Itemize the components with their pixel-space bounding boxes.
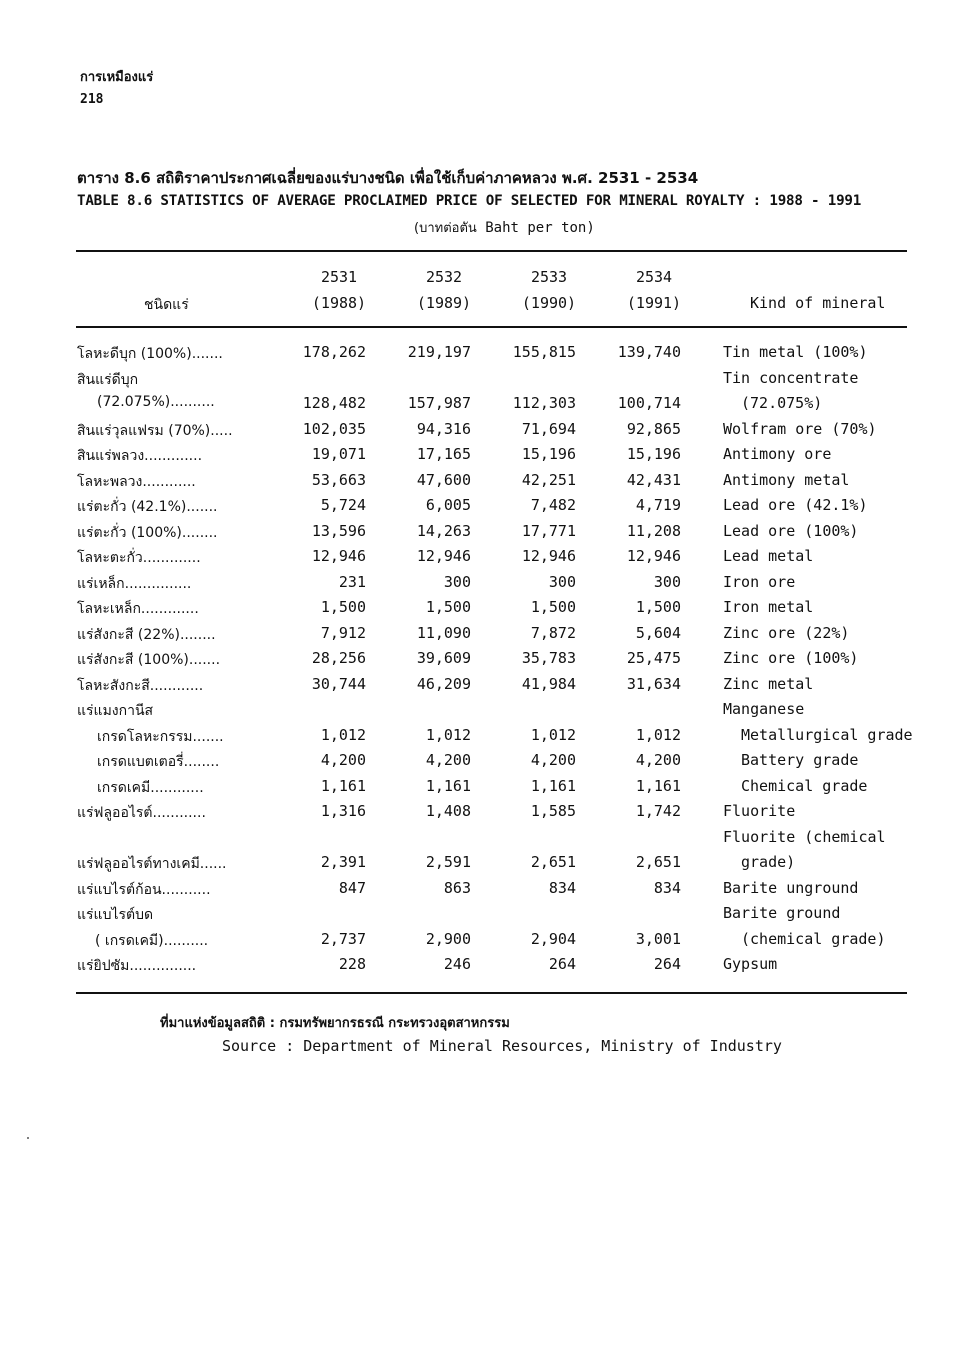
mineral-name-thai: โลหะดีบุก (100%)....... xyxy=(77,346,223,362)
price-cell: 1,161 xyxy=(425,776,471,795)
mineral-name-english: grade) xyxy=(741,853,796,871)
price-cell: 7,482 xyxy=(530,496,576,514)
table-row xyxy=(0,366,966,392)
mineral-name-thai: แร่เหล็ก............... xyxy=(77,575,192,592)
unit-label-thai: (บาทต่อตัน xyxy=(414,221,477,236)
table-row xyxy=(0,595,966,621)
table-row xyxy=(0,850,966,876)
mineral-name-thai: แร่ตะกั่ว (42.1%)....... xyxy=(77,499,218,515)
table-top-rule xyxy=(76,250,907,252)
table-row xyxy=(0,748,966,774)
price-cell: 1,316 xyxy=(320,802,366,820)
price-cell: 219,197 xyxy=(407,343,471,361)
price-cell: 1,161 xyxy=(635,776,681,795)
price-cell: 1,500 xyxy=(320,598,366,616)
mineral-name-english: Fluorite (chemical xyxy=(723,827,886,846)
mineral-name-english: Lead metal xyxy=(723,547,814,565)
table-row xyxy=(0,672,966,698)
mineral-name-english: Chemical grade xyxy=(741,776,868,795)
price-cell: 2,591 xyxy=(425,853,471,871)
mineral-name-english: Lead ore (42.1%) xyxy=(723,496,868,514)
price-cell: 1,500 xyxy=(530,598,576,616)
price-cell: 228 xyxy=(338,955,366,973)
source-note-thai: ที่มาแห่งข้อมูลสถิติ : กรมทรัพยากรธรณี กระทรวงอุตสาหกรรม xyxy=(160,1016,510,1031)
price-cell: 15,196 xyxy=(626,445,681,463)
table-row xyxy=(0,340,966,366)
table-row xyxy=(0,723,966,749)
table-row xyxy=(0,774,966,800)
price-cell: 1,742 xyxy=(635,802,681,820)
price-cell: 2,651 xyxy=(530,853,576,871)
price-cell: 300 xyxy=(443,572,471,591)
mineral-name-thai: สินแร่วุลแฟรม (70%)..... xyxy=(77,422,233,439)
price-cell: 102,035 xyxy=(302,419,366,438)
price-cell: 834 xyxy=(653,878,681,897)
price-cell: 71,694 xyxy=(521,419,576,438)
price-cell: 264 xyxy=(548,955,576,973)
mineral-name-english: Metallurgical grade xyxy=(741,725,913,744)
table-row xyxy=(0,570,966,596)
mineral-name-thai: แร่ตะกั่ว (100%)........ xyxy=(77,524,218,541)
price-cell: 25,475 xyxy=(626,649,681,667)
page-number: 218 xyxy=(80,92,104,107)
mineral-name-english: Fluorite xyxy=(723,802,796,820)
price-cell: 4,200 xyxy=(635,751,681,769)
price-cell: 2,391 xyxy=(320,853,366,871)
mineral-name-thai: แร่แบไรต์บด xyxy=(77,907,154,923)
price-cell: 264 xyxy=(653,955,681,973)
table-row xyxy=(0,493,966,519)
mineral-name-thai: แร่ฟลูออไรต์ทางเคมี...... xyxy=(77,856,227,872)
price-cell: 157,987 xyxy=(407,394,471,412)
unit-label-english: Baht per ton) xyxy=(485,220,595,236)
price-cell: 1,012 xyxy=(425,725,471,744)
price-cell: 11,090 xyxy=(416,623,471,642)
price-cell: 15,196 xyxy=(521,445,576,463)
mineral-name-thai: แร่ยิปซัม............... xyxy=(77,958,197,974)
mineral-name-english: Lead ore (100%) xyxy=(723,521,859,540)
column-header-year-ad: (1990) xyxy=(521,294,577,312)
price-cell: 178,262 xyxy=(302,343,366,361)
mineral-name-thai: เกรดเคมี............ xyxy=(97,779,204,796)
price-cell: 12,946 xyxy=(416,547,471,565)
mineral-name-thai: โลหะตะกั่ว............. xyxy=(77,550,201,566)
page-speck xyxy=(27,1137,29,1139)
table-row xyxy=(0,952,966,978)
unit-label xyxy=(414,217,595,238)
price-cell: 1,585 xyxy=(530,802,576,820)
mineral-name-english: Tin concentrate xyxy=(723,368,859,387)
price-cell: 847 xyxy=(338,878,366,897)
mineral-name-english: Iron metal xyxy=(723,598,814,616)
price-cell: 1,408 xyxy=(425,802,471,820)
price-cell: 17,165 xyxy=(416,445,471,463)
price-cell: 42,251 xyxy=(521,470,576,489)
price-cell: 53,663 xyxy=(311,470,366,489)
table-row xyxy=(0,825,966,851)
price-cell: 42,431 xyxy=(626,470,681,489)
price-cell: 155,815 xyxy=(512,343,576,361)
table-bottom-rule xyxy=(76,992,907,994)
column-header-year-be: 2533 xyxy=(530,268,568,286)
mineral-name-thai: เกรดโลหะกรรม....... xyxy=(97,728,224,745)
mineral-name-thai: ( เกรดเคมี).......... xyxy=(95,932,209,949)
table-title-english: TABLE 8.6 STATISTICS OF AVERAGE PROCLAIMED PRICE OF SELECTED FOR MINERAL ROYALTY : 1988 - 1991 xyxy=(77,193,862,209)
mineral-name-thai: (72.075%).......... xyxy=(97,394,215,410)
price-cell: 6,005 xyxy=(425,496,471,514)
price-cell: 46,209 xyxy=(416,674,471,693)
table-title-thai: ตาราง 8.6 สถิติราคาประกาศเฉลี่ยของแร่บางชนิด เพื่อใช้เก็บค่าภาคหลวง พ.ศ. 2531 - 2534 xyxy=(77,169,699,187)
price-cell: 231 xyxy=(338,572,366,591)
mineral-name-english: Zinc metal xyxy=(723,674,814,693)
column-header-thai: ชนิดแร่ xyxy=(144,297,189,313)
table-row xyxy=(0,697,966,723)
mineral-name-english: Tin metal (100%) xyxy=(723,343,868,361)
column-header-year-ad: (1989) xyxy=(416,294,472,312)
mineral-name-english: Antimony metal xyxy=(723,470,850,489)
price-cell: 300 xyxy=(653,572,681,591)
price-cell: 3,001 xyxy=(635,929,681,948)
price-cell: 7,872 xyxy=(530,623,576,642)
mineral-name-english: Battery grade xyxy=(741,751,859,769)
table-header-rule xyxy=(76,326,907,328)
table-row xyxy=(0,927,966,953)
table-row xyxy=(0,417,966,443)
price-cell: 1,500 xyxy=(635,598,681,616)
price-cell: 4,719 xyxy=(635,496,681,514)
mineral-name-english: Barite unground xyxy=(723,878,859,897)
mineral-name-thai: แร่ฟลูออไรต์............ xyxy=(77,805,206,821)
column-header-english: Kind of mineral xyxy=(750,294,886,312)
mineral-name-english: Antimony ore xyxy=(723,445,832,463)
mineral-name-thai: โลหะพลวง............ xyxy=(77,473,196,490)
mineral-name-thai: เกรดแบตเตอรี่........ xyxy=(97,754,220,770)
mineral-name-english: Iron ore xyxy=(723,572,796,591)
price-cell: 100,714 xyxy=(617,394,681,412)
price-cell: 139,740 xyxy=(617,343,681,361)
price-cell: 1,500 xyxy=(425,598,471,616)
price-cell: 1,012 xyxy=(530,725,576,744)
price-cell: 17,771 xyxy=(521,521,576,540)
mineral-name-english: Manganese xyxy=(723,700,805,718)
price-cell: 30,744 xyxy=(311,674,366,693)
price-cell: 35,783 xyxy=(521,649,576,667)
mineral-name-english: Wolfram ore (70%) xyxy=(723,419,877,438)
price-cell: 2,737 xyxy=(320,929,366,948)
price-cell: 12,946 xyxy=(311,547,366,565)
mineral-name-thai: แร่สังกะสี (100%)....... xyxy=(77,652,221,668)
running-header-section: การเหมืองแร่ xyxy=(80,70,154,85)
table-row xyxy=(0,442,966,468)
mineral-name-thai: โลหะเหล็ก............. xyxy=(77,601,199,617)
price-cell: 39,609 xyxy=(416,649,471,667)
price-cell: 4,200 xyxy=(425,751,471,769)
price-cell: 11,208 xyxy=(626,521,681,540)
price-cell: 2,651 xyxy=(635,853,681,871)
mineral-name-english: Zinc ore (22%) xyxy=(723,623,850,642)
mineral-name-english: Gypsum xyxy=(723,955,778,973)
column-header-year-ad: (1991) xyxy=(626,294,682,312)
price-cell: 41,984 xyxy=(521,674,576,693)
price-cell: 28,256 xyxy=(311,649,366,667)
price-cell: 12,946 xyxy=(626,547,681,565)
price-cell: 4,200 xyxy=(530,751,576,769)
price-cell: 1,161 xyxy=(320,776,366,795)
table-row xyxy=(0,799,966,825)
table-row xyxy=(0,901,966,927)
price-cell: 112,303 xyxy=(512,394,576,412)
price-cell: 12,946 xyxy=(521,547,576,565)
mineral-name-thai: แร่แบไรต์ก้อน........... xyxy=(77,881,211,898)
price-cell: 2,904 xyxy=(530,929,576,948)
price-cell: 14,263 xyxy=(416,521,471,540)
column-header-year-be: 2531 xyxy=(320,268,358,286)
mineral-name-english: Zinc ore (100%) xyxy=(723,649,859,667)
price-cell: 1,012 xyxy=(635,725,681,744)
price-cell: 7,912 xyxy=(320,623,366,642)
price-cell: 13,596 xyxy=(311,521,366,540)
price-cell: 2,900 xyxy=(425,929,471,948)
price-cell: 5,724 xyxy=(320,496,366,514)
mineral-name-thai: แร่สังกะสี (22%)........ xyxy=(77,626,216,643)
table-row xyxy=(0,544,966,570)
mineral-name-english: (chemical grade) xyxy=(741,929,886,948)
table-row xyxy=(0,468,966,494)
column-header-year-be: 2534 xyxy=(635,268,673,286)
price-cell: 128,482 xyxy=(302,394,366,412)
price-cell: 834 xyxy=(548,878,576,897)
price-cell: 94,316 xyxy=(416,419,471,438)
price-cell: 47,600 xyxy=(416,470,471,489)
column-header-year-be: 2532 xyxy=(425,268,463,286)
price-cell: 92,865 xyxy=(626,419,681,438)
price-cell: 863 xyxy=(443,878,471,897)
column-header-year-ad: (1988) xyxy=(311,294,367,312)
table-row xyxy=(0,391,966,417)
mineral-name-english: Barite ground xyxy=(723,904,841,922)
source-note-english: Source : Department of Mineral Resources, Ministry of Industry xyxy=(222,1037,782,1055)
table-row xyxy=(0,519,966,545)
table-row xyxy=(0,621,966,647)
price-cell: 300 xyxy=(548,572,576,591)
table-body xyxy=(0,340,966,978)
price-cell: 1,012 xyxy=(320,725,366,744)
table-row xyxy=(0,876,966,902)
table-row xyxy=(0,646,966,672)
price-cell: 246 xyxy=(443,955,471,973)
mineral-name-english: (72.075%) xyxy=(741,394,823,412)
mineral-name-thai: แร่แมงกานีส xyxy=(77,703,154,719)
price-cell: 19,071 xyxy=(311,445,366,463)
mineral-name-thai: สินแร่พลวง............. xyxy=(77,448,203,464)
price-cell: 1,161 xyxy=(530,776,576,795)
price-cell: 5,604 xyxy=(635,623,681,642)
mineral-name-thai: สินแร่ดีบุก xyxy=(77,371,139,388)
price-cell: 31,634 xyxy=(626,674,681,693)
price-cell: 4,200 xyxy=(320,751,366,769)
mineral-name-thai: โลหะสังกะสี............ xyxy=(77,677,204,694)
